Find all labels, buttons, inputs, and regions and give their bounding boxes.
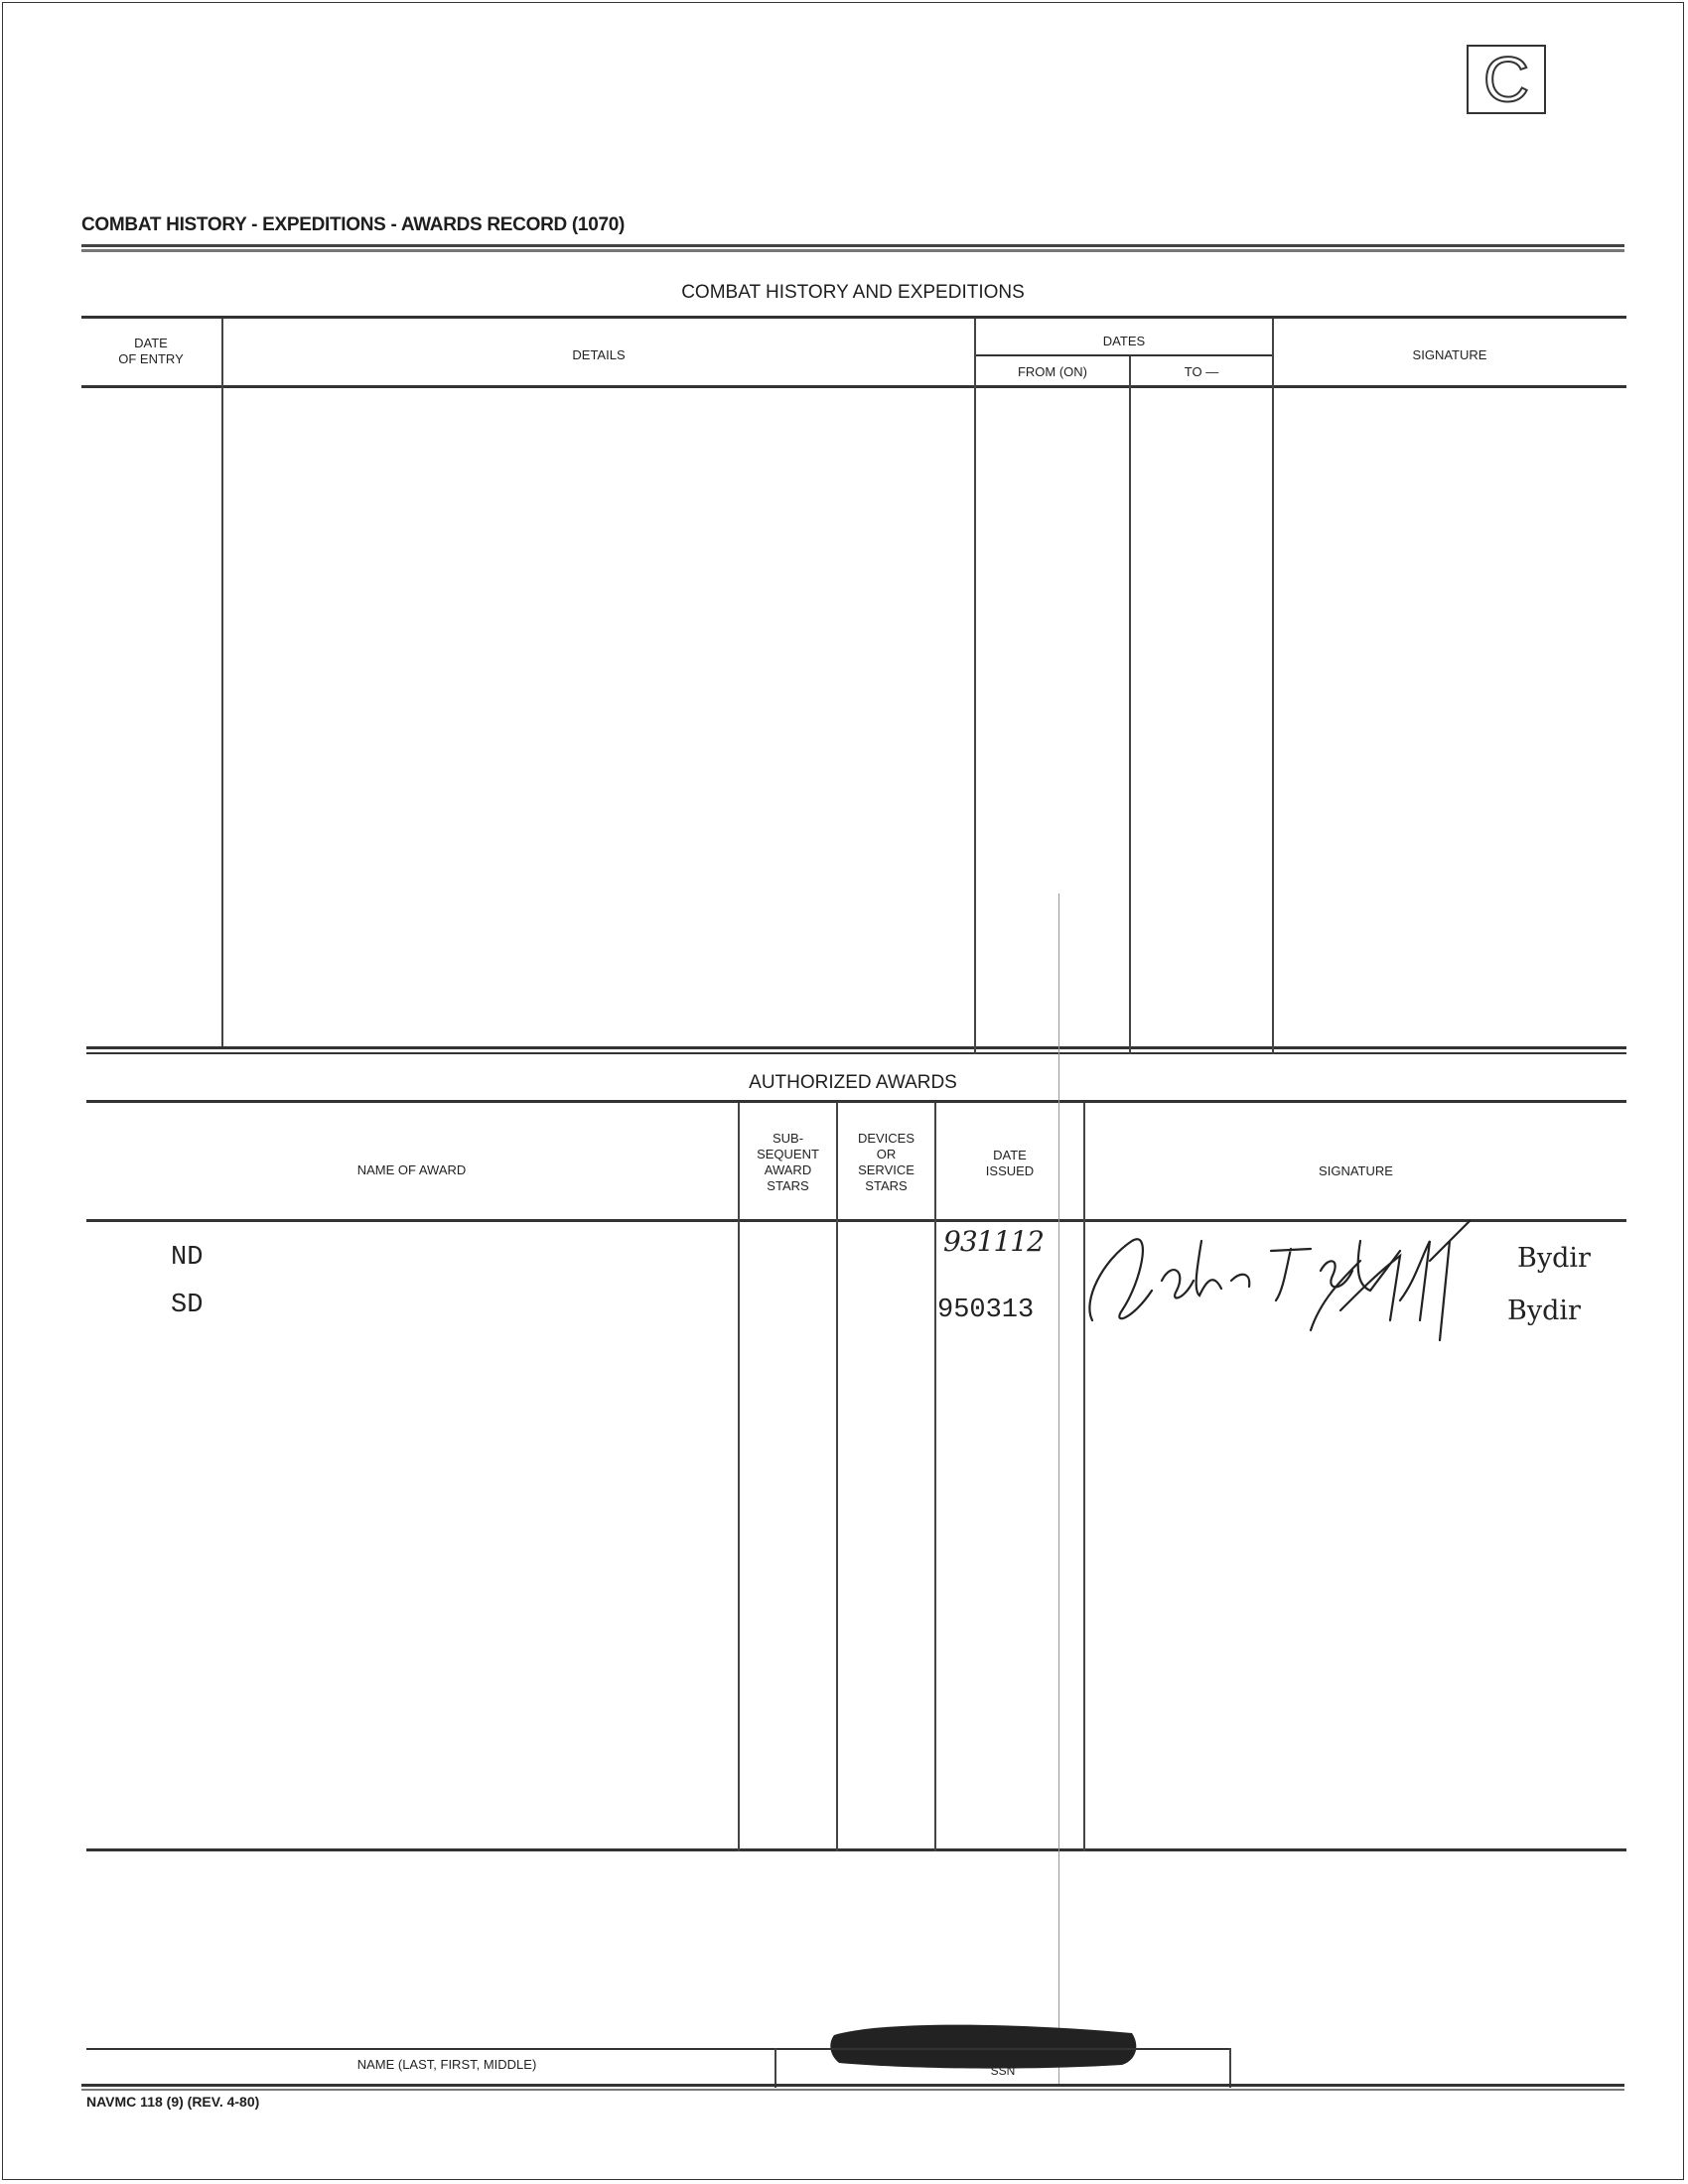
header-date-issued: DATE ISSUED <box>985 1148 1035 1178</box>
footer-divider-2 <box>1229 2048 1231 2088</box>
awards-bottom-rule <box>86 1848 1626 1851</box>
footer-name-label: NAME (LAST, FIRST, MIDDLE) <box>356 2057 537 2072</box>
footer-bottom-rule <box>81 2084 1624 2087</box>
scan-artifact-line <box>1058 893 1059 2085</box>
combat-header-rule <box>81 385 1626 388</box>
combat-col-divider-4 <box>1272 319 1274 1054</box>
header-date-of-entry: DATE OF ENTRY <box>118 336 184 366</box>
award-name-1: ND <box>171 1243 204 1273</box>
combat-col-divider-2 <box>974 319 976 1054</box>
title-rule <box>81 244 1624 247</box>
combat-section-heading: COMBAT HISTORY AND EXPEDITIONS <box>681 282 1025 303</box>
header-from: FROM (ON) <box>1017 364 1088 379</box>
header-dates: DATES <box>1102 334 1146 348</box>
header-devices-or-service-stars: DEVICES OR SERVICE STARS <box>857 1131 915 1193</box>
awards-col-divider-1 <box>738 1103 740 1851</box>
combat-bottom-rule-2 <box>86 1052 1626 1054</box>
header-subsequent-award-stars: SUB- SEQUENT AWARD STARS <box>757 1131 819 1193</box>
header-name-of-award: NAME OF AWARD <box>356 1162 467 1177</box>
award-authority-1: Bydir <box>1517 1243 1591 1274</box>
dates-subheader-rule <box>975 354 1273 356</box>
award-name-2: SD <box>171 1291 204 1320</box>
header-combat-signature: SIGNATURE <box>1412 347 1487 362</box>
award-authority-2: Bydir <box>1507 1296 1581 1326</box>
footer-name-rule <box>86 2048 1231 2050</box>
award-date-1: 931112 <box>943 1225 1044 1258</box>
handwritten-signature <box>1072 1201 1519 1350</box>
footer-bottom-rule-2 <box>81 2089 1624 2091</box>
header-details: DETAILS <box>572 347 626 362</box>
awards-col-divider-3 <box>934 1103 936 1851</box>
combat-col-divider-3 <box>1129 356 1131 1054</box>
corner-letter-box <box>1467 45 1546 114</box>
award-date-2: 950313 <box>937 1296 1035 1325</box>
footer-ssn-label: SSN <box>990 2064 1016 2078</box>
awards-section-heading: AUTHORIZED AWARDS <box>749 1072 957 1093</box>
awards-top-rule <box>86 1100 1626 1103</box>
awards-col-divider-2 <box>836 1103 838 1851</box>
corner-letter: C <box>1482 44 1530 115</box>
form-title: COMBAT HISTORY - EXPEDITIONS - AWARDS RECORD (1070) <box>81 214 626 235</box>
combat-bottom-rule <box>86 1046 1626 1049</box>
header-to: TO — <box>1184 364 1219 379</box>
combat-top-rule <box>81 316 1626 319</box>
title-rule-2 <box>81 249 1624 252</box>
form-number: NAVMC 118 (9) (REV. 4-80) <box>86 2094 260 2110</box>
header-awards-signature: SIGNATURE <box>1319 1163 1393 1178</box>
combat-col-divider-1 <box>221 319 223 1046</box>
